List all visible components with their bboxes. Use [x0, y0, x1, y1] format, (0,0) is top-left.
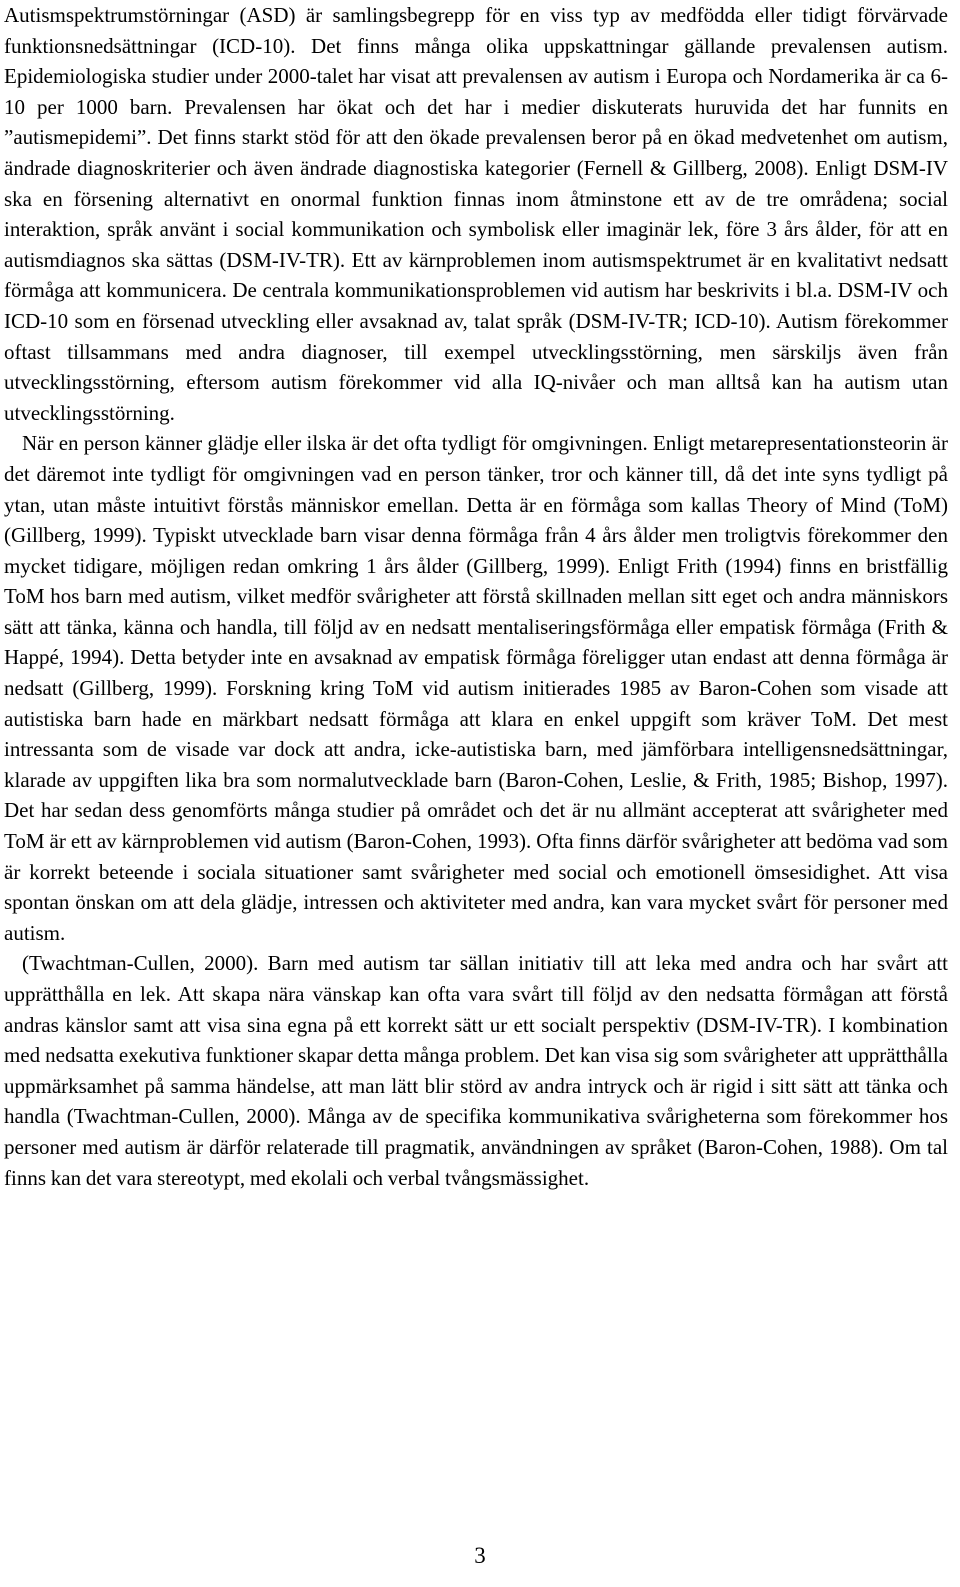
body-text — [4, 0, 948, 1193]
paragraph-theory-of-mind: När en person känner glädje eller ilska är det ofta tydligt för omgivningen. Enligt metarepresentationsteorin är det däremot inte tydligt för omgivningen vad en person tänker, tror och känner till, då det inte syns tydligt på ytan, utan måste intuitivt förstås människor emellan. Detta är en förmåga som kallas Theory of Mind (ToM) (Gillberg, 1999). Typiskt utvecklade barn visar denna förmåga från 4 års ålder men troligtvis förekommer den mycket tidigare, möjligen redan omkring 1 års ålder (Gillberg, 1999). Enligt Frith (1994) finns en bristfällig ToM hos barn med autism, vilket medför svårigheter att förstå skillnaden mellan sitt eget och andra människors sätt att tänka, känna och handla, till följd av en nedsatt mentaliseringsförmåga eller empatisk förmåga (Frith & Happé, 1994). Detta betyder inte en avsaknad av empatisk förmåga föreligger utan endast att denna förmåga är nedsatt (Gillberg, 1999). Forskning kring ToM vid autism initierades 1985 av Baron-Cohen som visade att autistiska barn hade en märkbart nedsatt förmåga att klara en enkel uppgift som kräver ToM. Det mest intressanta som de visade var dock att andra, icke-autistiska barn, med jämförbara intelligensnedsättningar, klarade av uppgiften lika bra som normalutvecklade barn (Baron-Cohen, Leslie, & Frith, 1985; Bishop, 1997). Det har sedan dess genomförts många studier på området och det är nu allmänt accepterat att svårigheter med ToM är ett av kärnproblemen vid autism (Baron-Cohen, 1993). Ofta finns därför svårigheter att bedöma vad som är korrekt beteende i sociala situationer samt svårigheter med social och emotionell ömsesidighet. Att visa spontan önskan om att dela glädje, intressen och aktiviteter med andra, kan vara mycket svårt för personer med autism. — [4, 431, 948, 945]
page-number: 3 — [474, 1543, 486, 1568]
paragraph-asd-definition: Autismspektrumstörningar (ASD) är samlingsbegrepp för en viss typ av medfödda eller tidigt förvärvade funktionsnedsättningar (ICD-10). Det finns många olika uppskattningar gällande prevalensen autism. Epidemiologiska studier under 2000-talet har visat att prevalensen av autism i Europa och Nordamerika är ca 6-10 per 1000 barn. Prevalensen har ökat och det har i medier diskuterats huruvida det har funnits en ”autismepidemi”. Det finns starkt stöd för att den ökade prevalensen beror på en ökad medvetenhet om autism, ändrade diagnoskriterier och även ändrade diagnostiska kategorier (Fernell & Gillberg, 2008). Enligt DSM-IV ska en försening alternativt en onormal funktion finnas inom åtminstone ett av de tre områdena; social interaktion, språk använt i social kommunikation och symbolisk eller imaginär lek, före 3 års ålder, för att en autismdiagnos ska sättas (DSM-IV-TR). Ett av kärnproblemen inom autismspektrumet är en kvalitativt nedsatt förmåga att kommunicera. De centrala kommunikationsproblemen vid autism har beskrivits i bl.a. DSM-IV och ICD-10 som en försenad utveckling eller avsaknad av, talat språk (DSM-IV-TR; ICD-10). Autism förekommer oftast tillsammans med andra diagnoser, till exempel utvecklingsstörning, men särskiljs även från utvecklingsstörning, eftersom autism förekommer vid alla IQ-nivåer och man alltså kan ha autism utan utvecklingsstörning. — [4, 3, 948, 425]
paragraph-social-interaction: (Twachtman-Cullen, 2000). Barn med autism tar sällan initiativ till att leka med andra och har svårt att upprätthålla en lek. Att skapa nära vänskap kan ofta vara svårt till följd av den nedsatta förmågan att förstå andras känslor samt att visa sina egna på ett korrekt sätt ur ett socialt perspektiv (DSM-IV-TR). I kombination med nedsatta exekutiva funktioner skapar detta många problem. Det kan visa sig som svårigheter att upprätthålla uppmärksamhet på samma händelse, att man lätt blir störd av andra intryck och är rigid i sitt sätt att tänka och handla (Twachtman-Cullen, 2000). Många av de specifika kommunikativa svårigheterna som förekommer hos personer med autism är därför relaterade till pragmatik, användningen av språket (Baron-Cohen, 1988). Om tal finns kan det vara stereotypt, med ekolali och verbal tvångsmässighet. — [4, 951, 948, 1190]
